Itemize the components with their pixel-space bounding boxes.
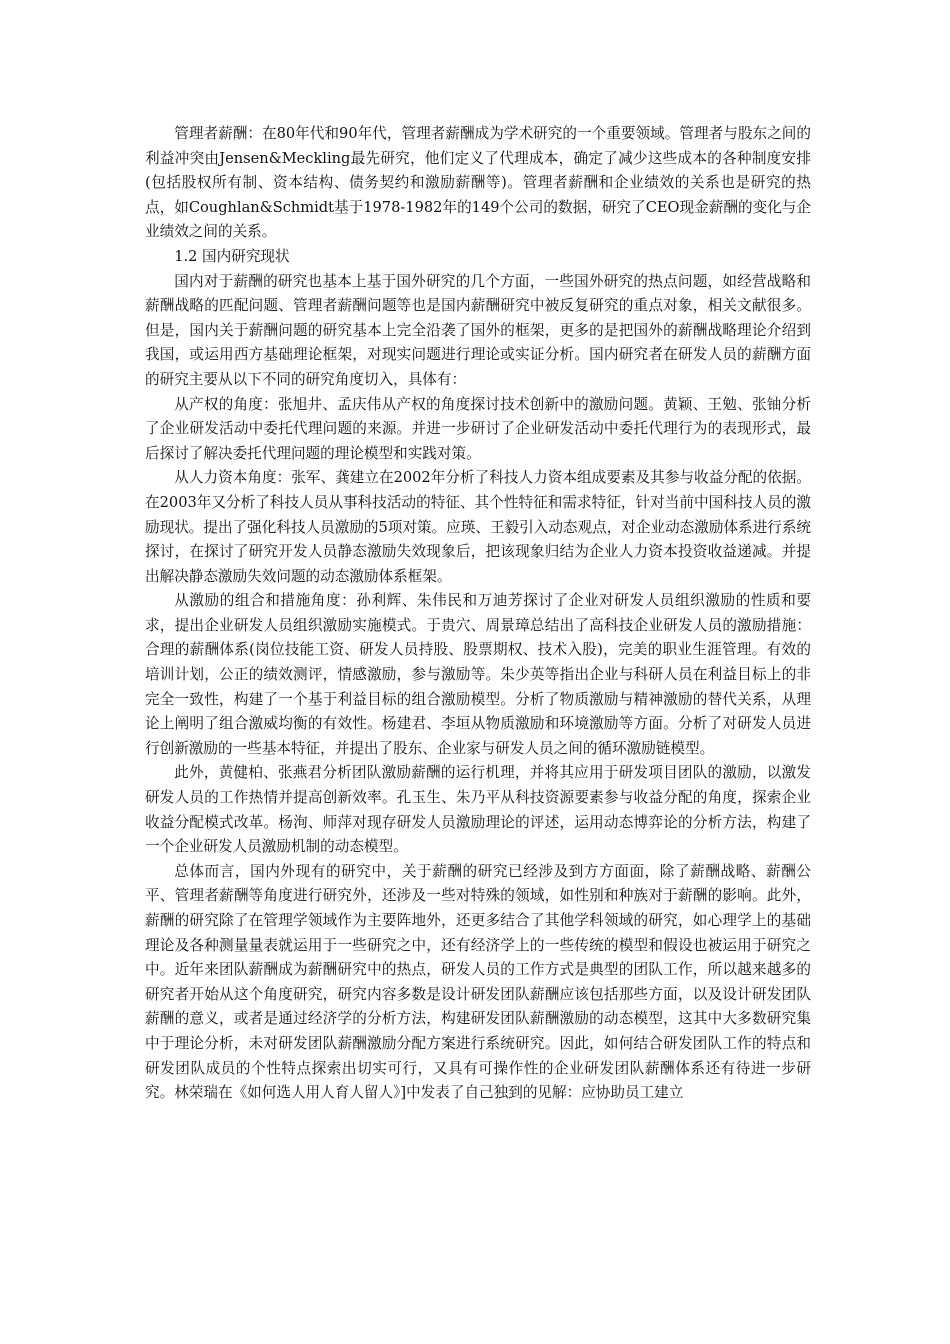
paragraph-incentive-combination: 从激励的组合和措施角度：孙利辉、朱伟民和万迪芳探讨了企业对研发人员组织激励的性质和要求，提出企业研发人员组织激励实施模式。于贵穴、周景璋总结出了高科技企业研发人员的激励措施：合理的薪酬体系(岗位技能工资、研发人员持股、股票期权、技术入股)，完美的职业生涯管理。有效的培训计划，公正的绩效测评，情感激励，参与激励等。朱少英等指出企业与科研人员在利益目标上的非完全一致性，构建了一个基于利益目标的组合激励模型。分析了物质激励与精神激励的替代关系，从理论上阐明了组合激威均衡的有效性。杨建君、李垣从物质激励和环境激励等方面。分析了对研发人员进行创新激励的一些基本特征，并提出了股东、企业家与研发人员之间的循环激励链模型。 [145, 592, 811, 757]
document-body [145, 122, 811, 1106]
paragraph-human-capital: 从人力资本角度：张军、龚建立在2002年分析了科技人力资本组成要素及其参与收益分配的依据。在2003年又分析了科技人员从事科技活动的特征、其个性特征和需求特征，针对当前中国科技人员的激励现状。提出了强化科技人员激励的5项对策。应瑛、王毅引入动态观点，对企业动态激励体系进行系统探讨，在探讨了研究开发人员静态激励失效现象后，把该现象归结为企业人力资本投资收益递减。并提出解决静态激励失效问题的动态激励体系框架。 [145, 469, 812, 585]
paragraph-manager-pay: 管理者薪酬：在80年代和90年代，管理者薪酬成为学术研究的一个重要领域。管理者与股东之间的利益冲突由Jensen&Meckling最先研究，他们定义了代理成本，确定了减少这些成本的各种制度安排(包括股权所有制、资本结构、债务契约和激励薪酬等)。管理者薪酬和企业绩效的关系也是研究的热点，如Coughlan&Schmidt基于1978-1982年的149个公司的数据，研究了CEO现金薪酬的变化与企业绩效之间的关系。 [145, 125, 811, 241]
paragraph-property-rights: 从产权的角度：张旭井、孟庆伟从产权的角度探讨技术创新中的激励问题。黄颖、王勉、张铀分析了企业研发活动中委托代理问题的来源。并进一步研讨了企业研发活动中委托代理行为的表现形式，最后探讨了解决委托代理问题的理论模型和实践对策。 [145, 395, 811, 462]
paragraph-summary: 总体而言，国内外现有的研究中，关于薪酬的研究已经涉及到方方面面，除了薪酬战略、薪酬公平、管理者薪酬等角度进行研究外，还涉及一些对特殊的领域，如性别和种族对于薪酬的影响。此外，薪酬的研究除了在管理学领域作为主要阵地外，还更多结合了其他学科领域的研究，如心理学上的基础理论及各种测量量表就运用于一些研究之中，还有经济学上的一些传统的模型和假设也被运用于研究之中。近年来团队薪酬成为薪酬研究中的热点，研发人员的工作方式是典型的团队工作，所以越来越多的研究者开始从这个角度研究，研究内容多数是设计研发团队薪酬应该包括那些方面，以及设计研发团队薪酬的意义，或者是通过经济学的分析方法，构建研发团队薪酬激励的动态模型，这其中大多数研究集中于理论分析，未对研发团队薪酬激励分配方案进行系统研究。因此，如何结合研发团队工作的特点和研发团队成员的个性特点探索出切实可行，又具有可操作性的企业研发团队薪酬体系还有待进一步研究。林荣瑞在《如何选人用人育人留人》]中发表了自己独到的见解：应协助员工建立 [145, 862, 811, 1102]
section-heading-domestic-research: 1.2 国内研究现状 [174, 247, 290, 265]
paragraph-domestic-overview: 国内对于薪酬的研究也基本上基于国外研究的几个方面，一些国外研究的热点问题，如经营战略和薪酬战略的匹配问题、管理者薪酬问题等也是国内薪酬研究中被反复研究的重点对象，相关文献很多。但是，国内关于薪酬问题的研究基本上完全沿袭了国外的框架，更多的是把国外的薪酬战略理论介绍到我国，或运用西方基础理论框架，对现实问题进行理论或实证分析。国内研究者在研发人员的薪酬方面的研究主要从以下不同的研究角度切入，具体有： [145, 272, 811, 388]
paragraph-team-incentive: 此外，黄健柏、张燕君分析团队激励薪酬的运行机理，并将其应用于研发项目团队的激励，以激发研发人员的工作热情并提高创新效率。孔玉生、朱乃平从科技资源要素参与收益分配的角度，探索企业收益分配模式改革。杨洵、师萍对现存研发人员激励理论的评述，运用动态博弈论的分析方法，构建了一个企业研发人员激励机制的动态模型。 [145, 764, 811, 856]
